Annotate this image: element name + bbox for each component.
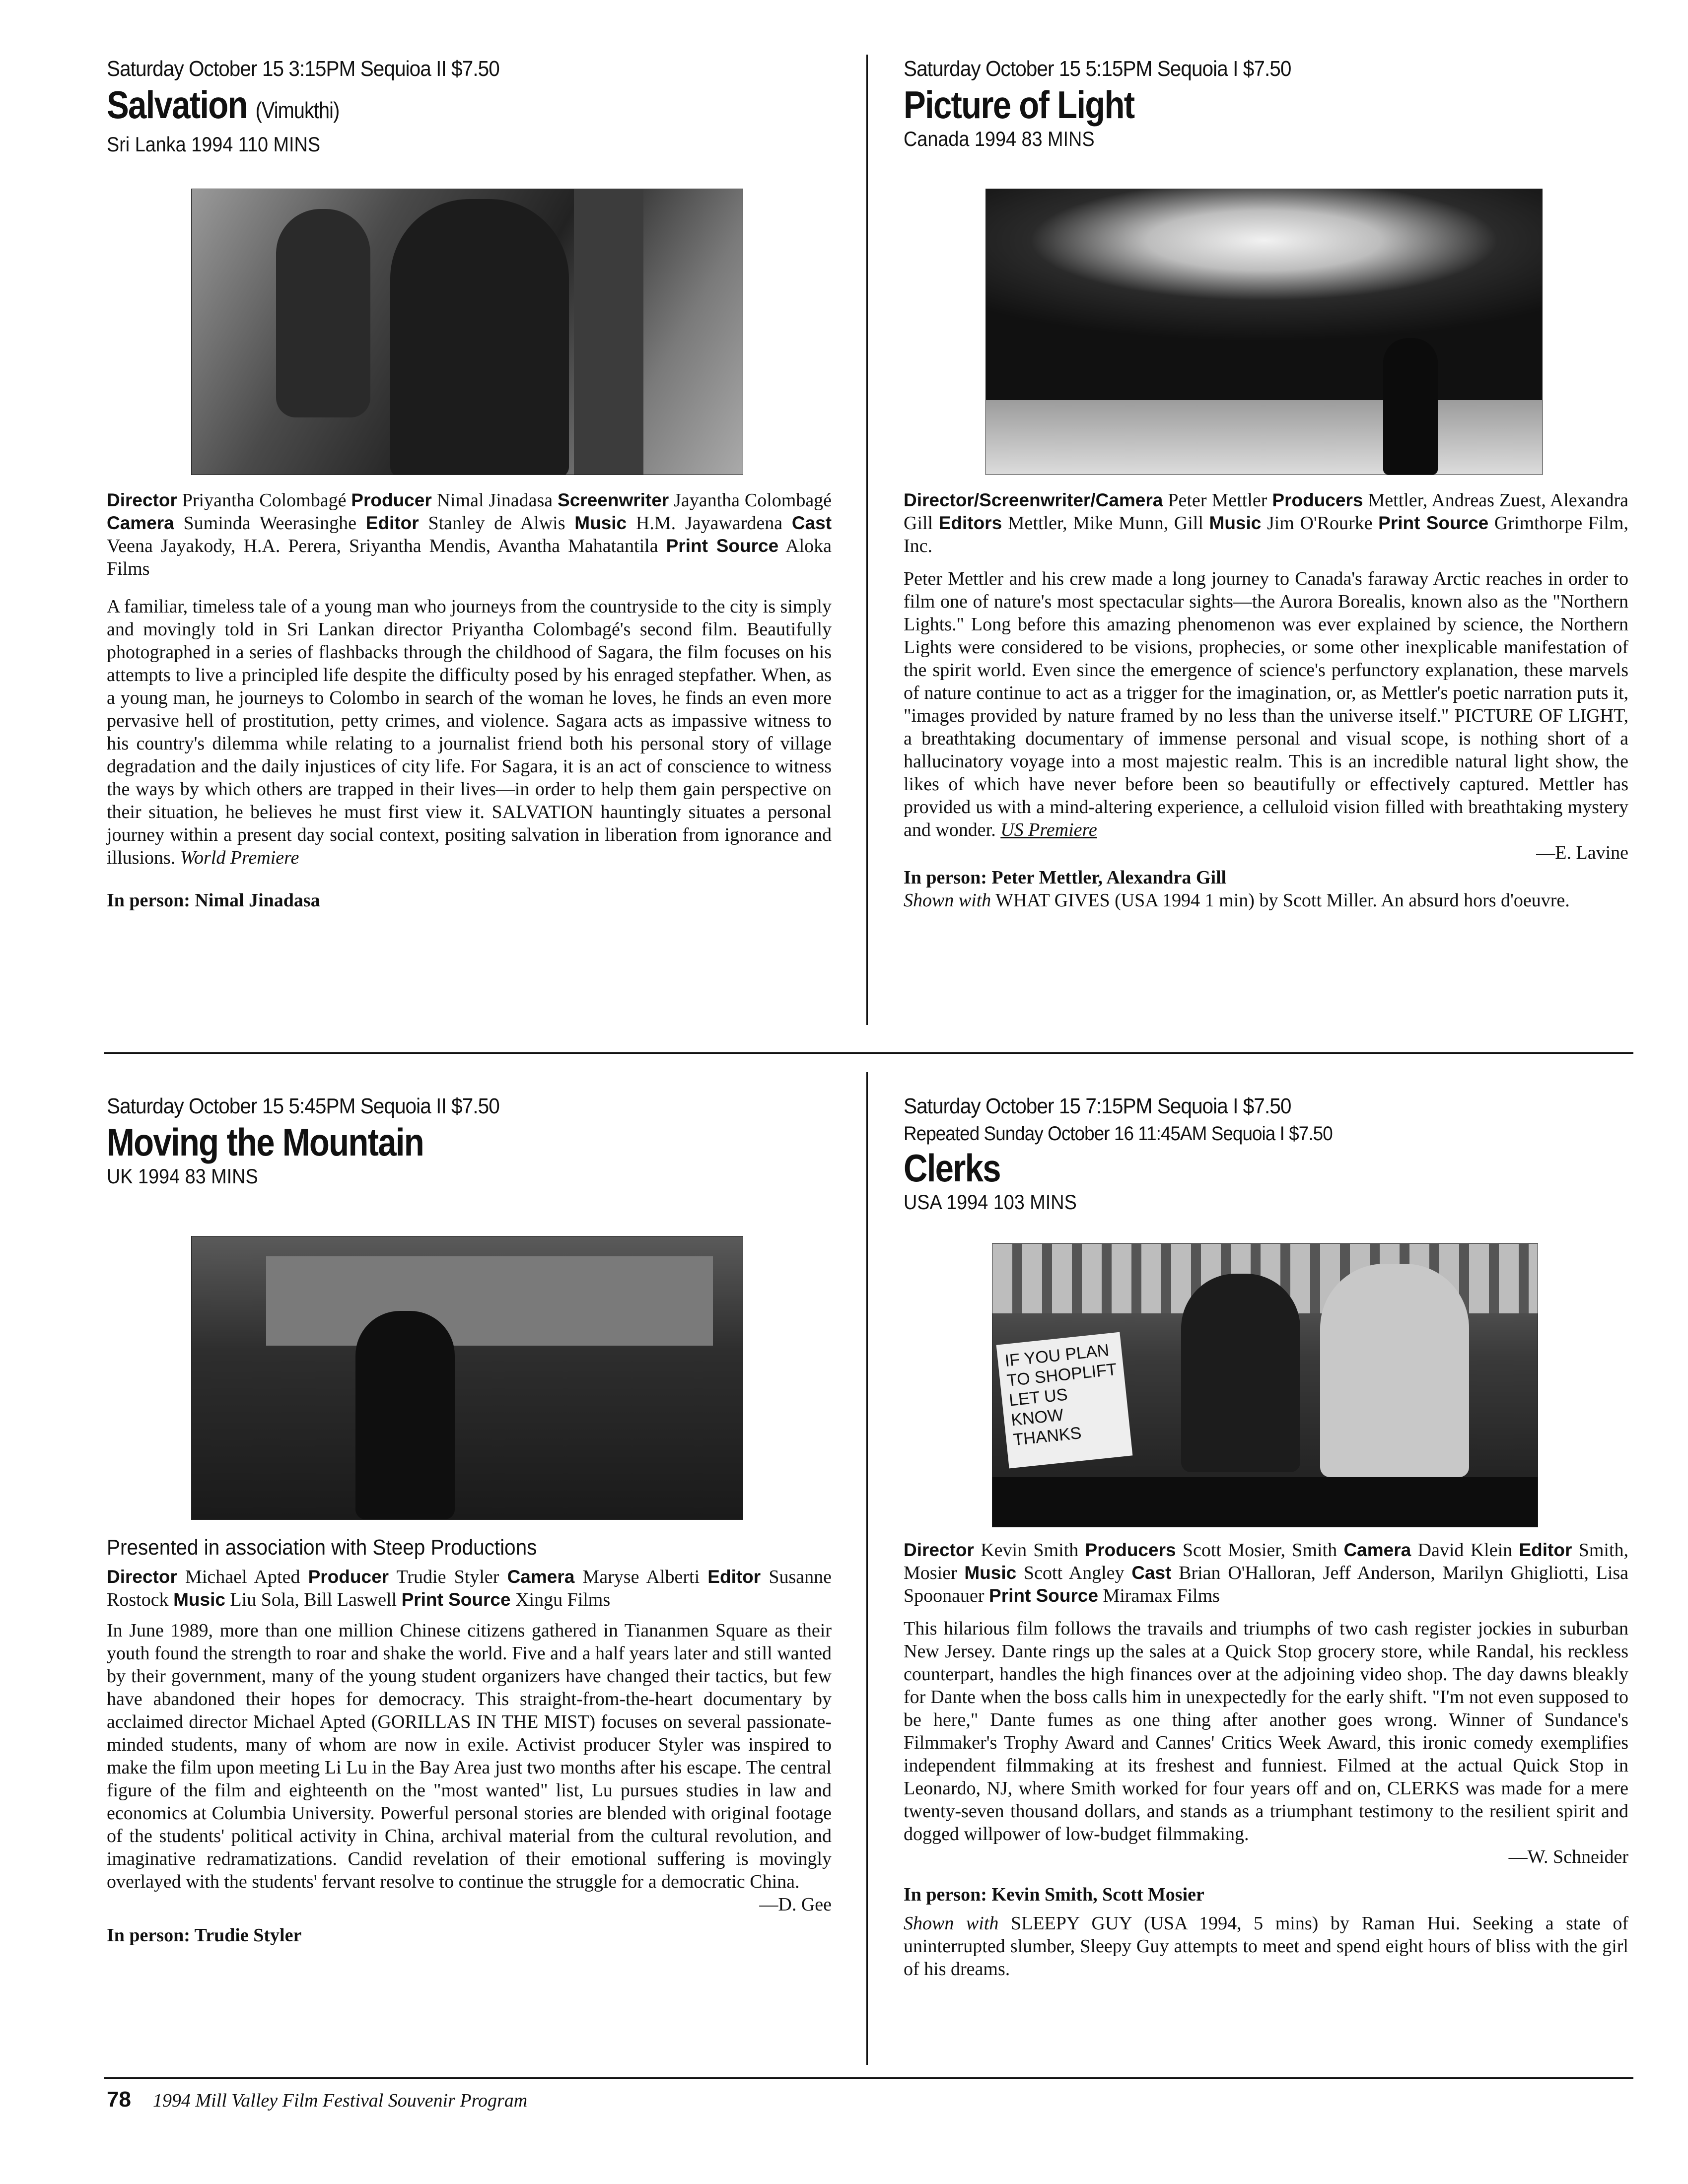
film-meta: UK 1994 83 MINS <box>107 1164 258 1188</box>
credit-role: Music <box>964 1563 1017 1583</box>
credit-role: Editors <box>938 513 1002 533</box>
credit-name: Liu Sola, Bill Laswell <box>230 1589 397 1610</box>
film-text-picture-of-light <box>904 489 1628 912</box>
shoplift-sign <box>996 1332 1133 1469</box>
footer <box>107 2087 527 2112</box>
film-alt-title: (Vimukthi) <box>255 97 340 123</box>
film-meta: USA 1994 103 MINS <box>904 1190 1077 1214</box>
credit-role: Producer <box>351 490 432 510</box>
schedule-line: Saturday October 15 5:15PM Sequoia I $7.50 <box>904 57 1291 81</box>
credit-name: Stanley de Alwis <box>428 513 565 534</box>
credits-block <box>904 489 1628 557</box>
film-text-salvation <box>107 489 832 912</box>
credit-role: Editor <box>707 1567 761 1587</box>
credit-name: Priyantha Colombagé <box>182 490 347 511</box>
film-description: In June 1989, more than one million Chinese citizens gathered in Tiananmen Square as their youth found the strength to roar and shake the world. Five and a half years later and still wanted by their government, many of the young student organizers have changed their tactics, but few have abandoned their hopes for democracy. This straight-from-the-heart documentary by acclaimed director Michael Apted (GORILLAS IN THE MIST) focuses on several passionate-minded students, many of whom are now in exile. Activist producer Styler was inspired to make the film upon meeting Li Lu in the Bay Area just two months after his escape. The central figure of the film and eighteenth on the "most wanted" list, Lu pursues studies in law and economics at Columbia University. Powerful personal stories are blended with original footage of the students' political activity in China, archival material from the cultural revolution, and imaginative redramatizations. Candid revelation of their emotional suffering is movingly overlayed with the students' fervant resolve to continue the struggle for a democratic China. <box>107 1620 832 1892</box>
credit-name: Peter Mettler <box>1168 490 1267 511</box>
credit-name: Scott Mosier, Smith <box>1182 1540 1337 1561</box>
credit-name: Miramax Films <box>1103 1585 1220 1606</box>
figure-person <box>1383 338 1438 475</box>
credit-role: Camera <box>1343 1540 1411 1560</box>
credit-role: Print Source <box>989 1585 1099 1606</box>
film-still-picture-of-light <box>985 189 1543 475</box>
premiere-note: World Premiere <box>180 847 299 868</box>
credit-role: Producers <box>1272 490 1363 510</box>
credits-block <box>107 489 832 580</box>
film-title: Picture of Light <box>904 83 1134 127</box>
footer-rule <box>104 2077 1633 2079</box>
credit-name: Smith, Mosier <box>904 1540 1629 1583</box>
film-title: Moving the Mountain <box>107 1120 424 1164</box>
credit-role: Director <box>107 1567 177 1587</box>
film-listing-picture-of-light <box>904 55 1628 152</box>
credit-name: Grimthorpe Film, Inc. <box>904 513 1628 556</box>
film-text-moving-the-mountain <box>107 1534 832 1947</box>
credit-name: Brian O'Halloran, Jeff Anderson, Marilyn Ghigliotti, Lisa Spoonauer <box>904 1563 1629 1606</box>
publication-title: 1994 Mill Valley Film Festival Souvenir Program <box>152 2090 528 2111</box>
film-text-clerks <box>904 1539 1628 1980</box>
credit-role: Print Source <box>666 536 779 556</box>
credit-name: Nimal Jinadasa <box>436 490 553 511</box>
credit-name: Jim O'Rourke <box>1266 513 1373 534</box>
credit-role: Camera <box>507 1567 575 1587</box>
schedule-line: Saturday October 15 3:15PM Sequioa II $7.50 <box>107 57 499 81</box>
film-still-salvation <box>191 189 743 475</box>
credit-name: Mettler, Andreas Zuest, Alexandra Gill <box>904 490 1629 534</box>
figure-child <box>355 1311 455 1519</box>
credit-role: Editor <box>365 513 419 533</box>
in-person-note: In person: Nimal Jinadasa <box>107 890 320 911</box>
credit-role: Director <box>904 1540 974 1560</box>
column-divider-top <box>866 55 868 1025</box>
review-signature: —D. Gee <box>759 1894 832 1915</box>
figure-man <box>276 209 370 417</box>
film-still-moving-the-mountain <box>191 1236 743 1520</box>
credits-block <box>904 1539 1628 1607</box>
in-person-note: In person: Kevin Smith, Scott Mosier <box>904 1884 1204 1905</box>
figure-randal <box>1320 1264 1469 1477</box>
description-text: Peter Mettler and his crew made a long journey to Canada's faraway Arctic reaches in order to film one of nature's most spectacular sights—the Aurora Borealis, known also as the "Northern Lights." Long before this amazing phenomenon was ever explained by science, the Northern Lights were considered to be visions, prophecies, or some other inexplicable manifestation of the spirit world. Even since the emergence of science's perfunctory explanation, these marvels of nature continue to act as a trigger for the imagination, or, as Mettler's poetic narration puts it, "images provided by nature framed by no less than the universe itself." PICTURE OF LIGHT, a breathtaking documentary of immense personal and visual scope, is nothing short of a hallucinatory voyage into a most majestic realm. This is an incredible natural light show, the likes of which have never before been so beautifully or effectively captured. Mettler has provided us with a mind-altering experience, a celluloid vision filled with breathtaking mystery and wonder. <box>904 568 1628 840</box>
credit-name: Susanne Rostock <box>107 1567 832 1610</box>
film-meta: Canada 1994 83 MINS <box>904 127 1095 150</box>
credit-role: Director/Screenwriter/Camera <box>904 490 1163 510</box>
credit-role: Screenwriter <box>558 490 669 510</box>
credits-block <box>107 1566 832 1611</box>
credit-role: Producers <box>1085 1540 1176 1560</box>
film-description: This hilarious film follows the travails and triumphs of two cash register jockies in suburban New Jersey. Dante rings up the sales at a Quick Stop grocery store, while Randal, his reckless counterpart, handles the high finances over at the adjoining video shop. The day dawns bleakly for Dante when the boss calls him in unexpectedly for the early shift. "I'm not even supposed to be here," Dante fumes as one thing after another goes wrong. Winner of Sundance's Filmmaker's Trophy Award and Cannes' Critics Week Award, this ironic comedy exemplifies independent filmmaking at its freshest and funniest. Filmed at the actual Quick Stop in Leonardo, NJ, where Smith worked for four years off and on, CLERKS was made for a mere twenty-seven thousand dollars, and stands as a triumphant testimony to the resilient spirit and dogged willpower of low-budget filmmaking. <box>904 1618 1628 1844</box>
film-meta: Sri Lanka 1994 110 MINS <box>107 133 321 156</box>
shown-with-text: WHAT GIVES (USA 1994 1 min) by Scott Miller. An absurd hors d'oeuvre. <box>995 890 1570 911</box>
row-divider <box>104 1052 1633 1054</box>
credit-role: Producer <box>308 1567 389 1587</box>
premiere-note: US Premiere <box>1000 819 1097 840</box>
tree-trunk <box>574 189 643 475</box>
in-person-note: In person: Trudie Styler <box>107 1925 302 1946</box>
credit-name: Aloka Films <box>107 536 832 579</box>
snow-ground <box>986 400 1542 475</box>
credit-name: Michael Apted <box>185 1567 300 1587</box>
credit-name: Scott Angley <box>1023 1563 1125 1583</box>
credit-role: Music <box>173 1589 225 1610</box>
figure-woman <box>390 199 569 475</box>
description-text: A familiar, timeless tale of a young man who journeys from the countryside to the city is simply and movingly told in Sri Lankan director Priyantha Colombagé's second film. Beautifully photographed in a series of flashbacks through the childhood of Sagara, the film focuses on his attempts to live a principled life despite the difficulty posed by his enraged stepfather. When, as a young man, he journeys to Colombo in search of the woman he loves, he finds an even more pervasive hell of prostitution, petty crimes, and violence. Sagara acts as impassive witness to his country's dilemma while relating to a journalist friend both his personal story of village degradation and the daily injustices of city life. For Sagara, it is an act of conscience to witness the ways by which others are trapped in their lives—in order to help them gain perspective on their situation, he believes he must first view it. SALVATION hauntingly situates a personal journey within a present day social context, positing salvation in liberation from ignorance and illusions. <box>107 596 832 868</box>
credit-role: Cast <box>791 513 832 533</box>
credit-role: Print Source <box>1378 513 1489 533</box>
column-divider-bottom <box>866 1072 868 2065</box>
schedule-line: Saturday October 15 7:15PM Sequoia I $7.50 <box>904 1094 1291 1118</box>
credit-role: Cast <box>1131 1563 1172 1583</box>
shown-with-note <box>904 889 1628 912</box>
review-signature: —W. Schneider <box>1508 1846 1628 1867</box>
page-number: 78 <box>107 2087 131 2112</box>
shoplift-sign-text: IF YOU PLAN TO SHOPLIFT LET US KNOW THANKS <box>1004 1341 1118 1450</box>
credit-role: Director <box>107 490 177 510</box>
credit-role: Print Source <box>401 1589 511 1610</box>
figure-dante <box>1181 1274 1300 1472</box>
table-surface <box>266 1256 713 1346</box>
credit-name: Xingu Films <box>515 1589 611 1610</box>
film-still-clerks <box>992 1243 1538 1527</box>
credit-role: Music <box>574 513 627 533</box>
shown-with-label: Shown with <box>904 1913 999 1934</box>
credit-name: Veena Jayakody, H.A. Perera, Sriyantha Mendis, Avantha Mahatantila <box>107 536 658 556</box>
film-title-text: Salvation <box>107 83 247 127</box>
film-description <box>904 567 1628 841</box>
credit-name: Trudie Styler <box>396 1567 499 1587</box>
film-listing-clerks <box>904 1092 1628 1215</box>
shown-with-text: SLEEPY GUY (USA 1994, 5 mins) by Raman Hui. Seeking a state of uninterrupted slumber, Sleepy Guy attempts to meet and spend eight hours of bliss with the girl of his dreams. <box>904 1913 1629 1979</box>
film-title: Clerks <box>904 1146 1000 1190</box>
shown-with-note <box>904 1912 1628 1980</box>
credit-role: Music <box>1209 513 1262 533</box>
credit-name: Suminda Weerasinghe <box>183 513 357 534</box>
film-description <box>107 595 832 869</box>
repeat-schedule-line: Repeated Sunday October 16 11:45AM Sequoia I $7.50 <box>904 1123 1333 1145</box>
credit-role: Editor <box>1519 1540 1572 1560</box>
credit-name: Maryse Alberti <box>582 1567 700 1587</box>
film-listing-moving-the-mountain <box>107 1092 832 1189</box>
credit-name: Mettler, Mike Munn, Gill <box>1007 513 1203 534</box>
film-listing-salvation <box>107 55 832 157</box>
credit-name: David Klein <box>1417 1540 1513 1561</box>
schedule-line: Saturday October 15 5:45PM Sequoia II $7.50 <box>107 1094 499 1118</box>
film-title <box>107 83 730 132</box>
credit-name: H.M. Jayawardena <box>635 513 783 534</box>
in-person-note: In person: Peter Mettler, Alexandra Gill <box>904 867 1227 888</box>
shown-with-label: Shown with <box>904 890 991 911</box>
credit-name: Kevin Smith <box>981 1540 1079 1561</box>
review-signature: —E. Lavine <box>1536 842 1628 863</box>
association-note: Presented in association with Steep Productions <box>107 1535 537 1560</box>
credit-name: Jayantha Colombagé <box>674 490 832 511</box>
counter <box>992 1477 1538 1527</box>
credit-role: Camera <box>107 513 174 533</box>
